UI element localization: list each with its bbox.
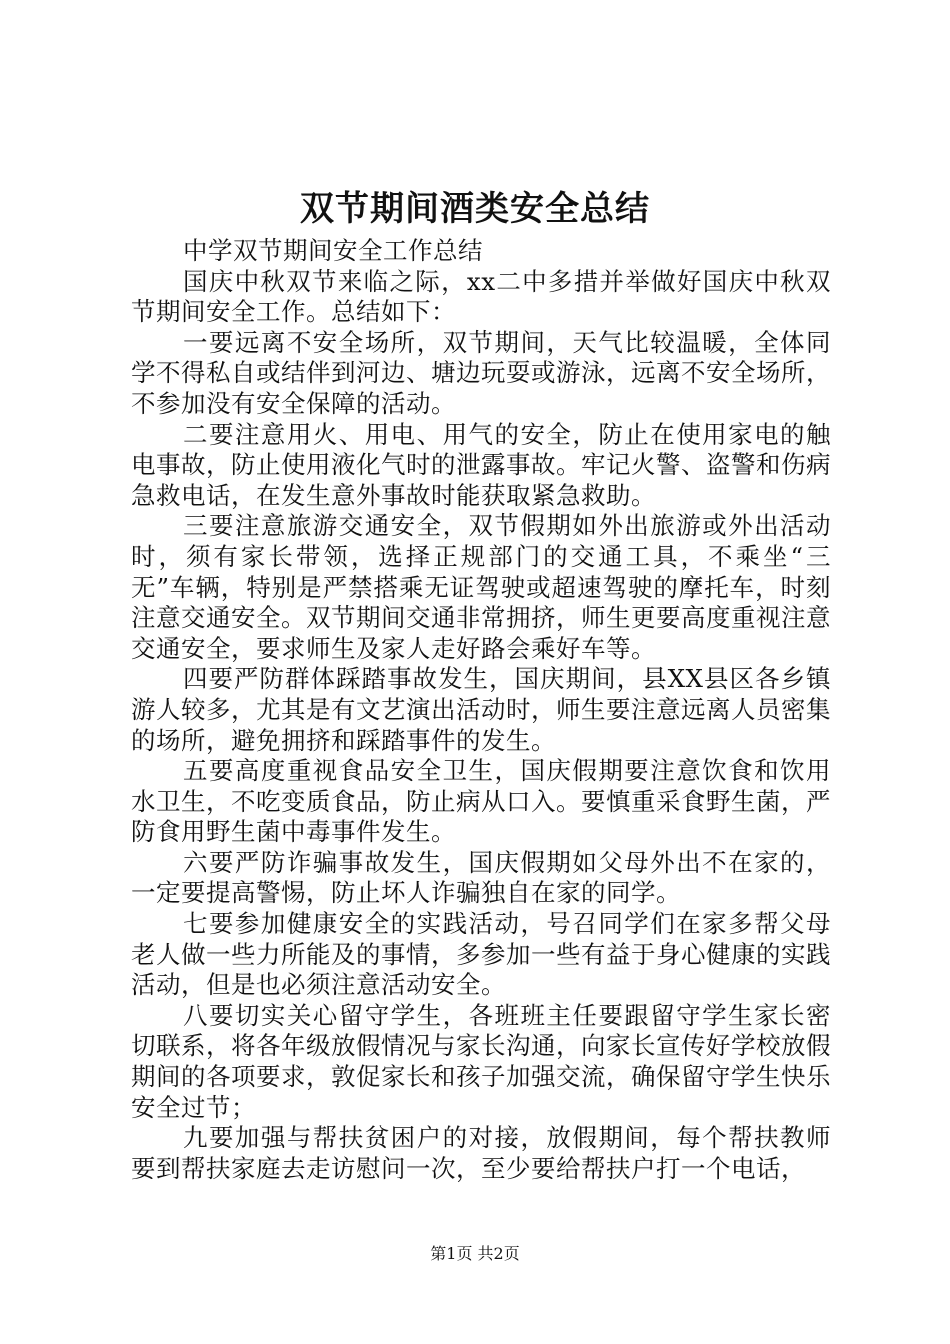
paragraph-item-9: 九要加强与帮扶贫困户的对接，放假期间，每个帮扶教师要到帮扶家庭去走访慰问一次，至少要给帮扶户打一个电话，: [131, 1123, 831, 1183]
paragraph-item-3: 三要注意旅游交通安全，双节假期如外出旅游或外出活动时，须有家长带领，选择正规部门的交通工具，不乘坐“三无”车辆，特别是严禁搭乘无证驾驶或超速驾驶的摩托车，时刻注意交通安全。双节期间交通非常拥挤，师生更要高度重视注意交通安全，要求师生及家人走好路会乘好车等。: [131, 511, 831, 663]
document-title: 双节期间酒类安全总结: [300, 189, 650, 229]
paragraph-subtitle: 中学双节期间安全工作总结: [183, 236, 483, 265]
page-number: 第1页 共2页: [430, 1244, 520, 1263]
paragraph-item-5: 五要高度重视食品安全卫生，国庆假期要注意饮食和饮用水卫生，不吃变质食品，防止病从口入。要慎重采食野生菌，严防食用野生菌中毒事件发生。: [131, 756, 831, 847]
paragraph-item-1: 一要远离不安全场所，双节期间，天气比较温暖，全体同学不得私自或结伴到河边、塘边玩耍或游泳，远离不安全场所，不参加没有安全保障的活动。: [131, 327, 831, 418]
paragraph-intro: 国庆中秋双节来临之际，xx二中多措并举做好国庆中秋双节期间安全工作。总结如下：: [131, 266, 831, 327]
document-body: [131, 236, 831, 1184]
paragraph-item-7: 七要参加健康安全的实践活动，号召同学们在家多帮父母老人做一些力所能及的事情，多参加一些有益于身心健康的实践活动，但是也必须注意活动安全。: [131, 909, 831, 1000]
paragraph-item-4: 四要严防群体踩踏事故发生，国庆期间，县XX县区各乡镇游人较多，尤其是有文艺演出活动时，师生要注意远离人员密集的场所，避免拥挤和踩踏事件的发生。: [131, 664, 831, 755]
paragraph-item-8: 八要切实关心留守学生，各班班主任要跟留守学生家长密切联系，将各年级放假情况与家长沟通，向家长宣传好学校放假期间的各项要求，敦促家长和孩子加强交流，确保留守学生快乐安全过节；: [131, 1000, 831, 1122]
page-footer: [0, 1243, 950, 1265]
paragraph-item-6: 六要严防诈骗事故发生，国庆假期如父母外出不在家的，一定要提高警惕，防止坏人诈骗独自在家的同学。: [131, 847, 831, 908]
paragraph-item-2: 二要注意用火、用电、用气的安全，防止在使用家电的触电事故，防止使用液化气时的泄露事故。牢记火警、盗警和伤病急救电话，在发生意外事故时能获取紧急救助。: [131, 419, 831, 510]
